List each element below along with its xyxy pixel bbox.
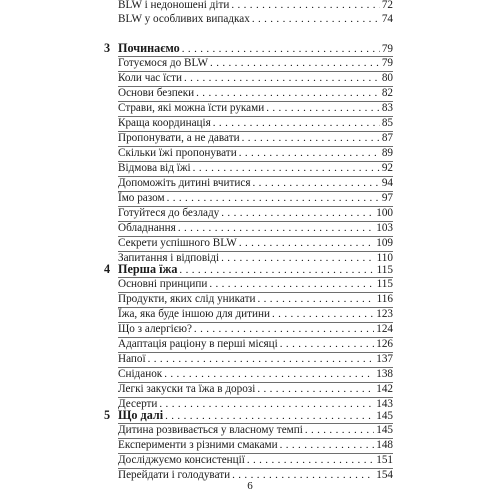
toc-entry [118, 161, 393, 175]
dot-leader [210, 56, 380, 70]
toc-entry-page: 109 [376, 237, 393, 249]
toc-entry-title: Що з алергією? [118, 323, 192, 335]
dot-leader [253, 176, 380, 190]
toc-entry-title: Перейдати і голодувати [118, 469, 231, 481]
dot-leader [242, 131, 380, 145]
toc-entry [118, 307, 393, 321]
dot-leader [221, 206, 374, 220]
toc-entry [118, 367, 393, 381]
toc-entry [118, 423, 393, 437]
toc-entry-title: Готуємося до BLW [118, 57, 209, 69]
dot-leader [239, 146, 380, 160]
dot-leader [178, 221, 374, 235]
toc-entry-page: 79 [381, 57, 393, 69]
chapter-heading [118, 41, 393, 55]
dot-leader [272, 307, 374, 321]
toc-entry-page: 145 [376, 424, 393, 436]
chapter-number: 3 [104, 41, 111, 55]
chapter-number: 5 [104, 408, 111, 422]
toc-entry-title: Адаптація раціону в перші місяці [118, 338, 278, 350]
toc-entry-title: Десерти [118, 398, 158, 410]
toc-entry [118, 382, 393, 396]
toc-entry-page: 82 [381, 87, 393, 99]
chapter-title: Починаємо [118, 41, 180, 55]
toc-entry-title: Їжа, яка буде іншою для дитини [118, 308, 271, 320]
toc-entry-page: 151 [376, 454, 393, 466]
dot-leader [213, 116, 380, 130]
toc-entry-page: 80 [381, 72, 393, 84]
toc-entry-page: 116 [376, 293, 393, 305]
dot-leader [184, 71, 380, 85]
dot-leader [194, 322, 374, 336]
toc-entry-page: 100 [376, 207, 393, 219]
dot-leader [280, 438, 375, 452]
chapter-page: 115 [376, 264, 393, 276]
toc-entry-page: 89 [381, 147, 393, 159]
toc-entry [118, 12, 393, 26]
toc-entry-page: 92 [381, 162, 393, 174]
toc-entry-page: 115 [376, 278, 393, 290]
toc-entry-page: 138 [376, 368, 393, 380]
chapter-page: 145 [376, 410, 393, 422]
toc-entry-title: Страви, які можна їсти руками [118, 102, 265, 114]
toc-entry-title: Відмова від їжі [118, 162, 191, 174]
chapter-number: 4 [104, 262, 111, 276]
toc-entry-title: Пропонувати, а не давати [118, 132, 240, 144]
toc-entry-title: Їмо разом [118, 192, 165, 204]
dot-leader [167, 191, 380, 205]
toc-entry [118, 438, 393, 452]
dot-leader [252, 12, 380, 26]
toc-entry-page: 83 [381, 102, 393, 114]
toc-entry-title: Напої [118, 353, 146, 365]
toc-entry-title: Допоможіть дитині вчитися [118, 177, 251, 189]
dot-leader [266, 101, 380, 115]
toc-entry [118, 146, 393, 160]
chapter-heading [118, 408, 393, 422]
toc-entry [118, 206, 393, 220]
toc-entry [118, 352, 393, 366]
toc-entry-title: Скільки їжі пропонувати [118, 147, 237, 159]
toc-entry-page: 154 [376, 469, 393, 481]
dot-leader [247, 453, 374, 467]
dot-leader [196, 86, 380, 100]
chapter-title: Перша їжа [118, 262, 178, 276]
toc-entry-page: 74 [381, 13, 393, 25]
dot-leader [182, 42, 380, 56]
dot-leader [209, 277, 374, 291]
toc-entry [118, 453, 393, 467]
toc-entry [118, 292, 393, 306]
toc-entry [118, 86, 393, 100]
dot-leader [231, 0, 379, 12]
toc-entry-title: Продукти, яких слід уникати [118, 293, 256, 305]
toc-entry-title: Запитання і відповіді [118, 252, 220, 264]
toc-entry-title: BLW і недоношені діти [118, 0, 230, 11]
dot-leader [165, 409, 374, 423]
toc-entry [118, 277, 393, 291]
toc-entry-title: Основи безпеки [118, 87, 195, 99]
toc-entry-page: 72 [381, 0, 393, 11]
dot-leader [257, 382, 374, 396]
toc-entry [118, 176, 393, 190]
page-number: 6 [247, 480, 253, 492]
toc-entry [118, 337, 393, 351]
dot-leader [239, 236, 374, 250]
toc-entry [118, 116, 393, 130]
toc-entry-page: 97 [381, 192, 393, 204]
toc-entry-title: Готуйтеся до безладу [118, 207, 220, 219]
toc-entry-title: BLW у особливих випадках [118, 13, 250, 25]
toc-entry [118, 236, 393, 250]
dot-leader [148, 352, 375, 366]
toc-entry-page: 124 [376, 323, 393, 335]
toc-entry [118, 56, 393, 70]
toc-entry-page: 126 [376, 338, 393, 350]
toc-entry-title: Секрети успішного BLW [118, 237, 237, 249]
dot-leader [280, 337, 374, 351]
toc-entry-title: Обладнання [118, 222, 176, 234]
toc-entry-page: 85 [381, 117, 393, 129]
toc-entry [118, 221, 393, 235]
toc-entry-page: 143 [376, 398, 393, 410]
chapter-title: Що далі [118, 408, 164, 422]
toc-entry [118, 322, 393, 336]
toc-entry [118, 131, 393, 145]
toc-entry-title: Експерименти з різними смаками [118, 439, 278, 451]
toc-entry-page: 148 [376, 439, 393, 451]
toc-entry-title: Коли час їсти [118, 72, 183, 84]
dot-leader [179, 263, 374, 277]
dot-leader [193, 161, 380, 175]
chapter-heading [118, 262, 393, 276]
toc-entry-title: Основні принципи [118, 278, 208, 290]
toc-entry-page: 142 [376, 383, 393, 395]
toc-entry-title: Досліджуємо консистенції [118, 454, 245, 466]
toc-entry [118, 191, 393, 205]
toc-entry-page: 110 [376, 252, 393, 264]
toc-entry [118, 71, 393, 85]
dot-leader [305, 423, 374, 437]
toc-entry [118, 0, 393, 12]
toc-entry-page: 87 [381, 132, 393, 144]
toc-entry-page: 123 [376, 308, 393, 320]
dot-leader [164, 367, 374, 381]
toc-entry-page: 137 [376, 353, 393, 365]
toc-entry-title: Дитина розвивається у власному темпі [118, 424, 303, 436]
toc-entry [118, 101, 393, 115]
dot-leader [257, 292, 374, 306]
toc-entry-page: 103 [376, 222, 393, 234]
toc-entry-page: 94 [381, 177, 393, 189]
toc-entry-title: Легкі закуски та їжа в дорозі [118, 383, 256, 395]
toc-entry-title: Сніданок [118, 368, 163, 380]
toc-entry-title: Краща координація [118, 117, 211, 129]
chapter-page: 79 [381, 43, 393, 55]
